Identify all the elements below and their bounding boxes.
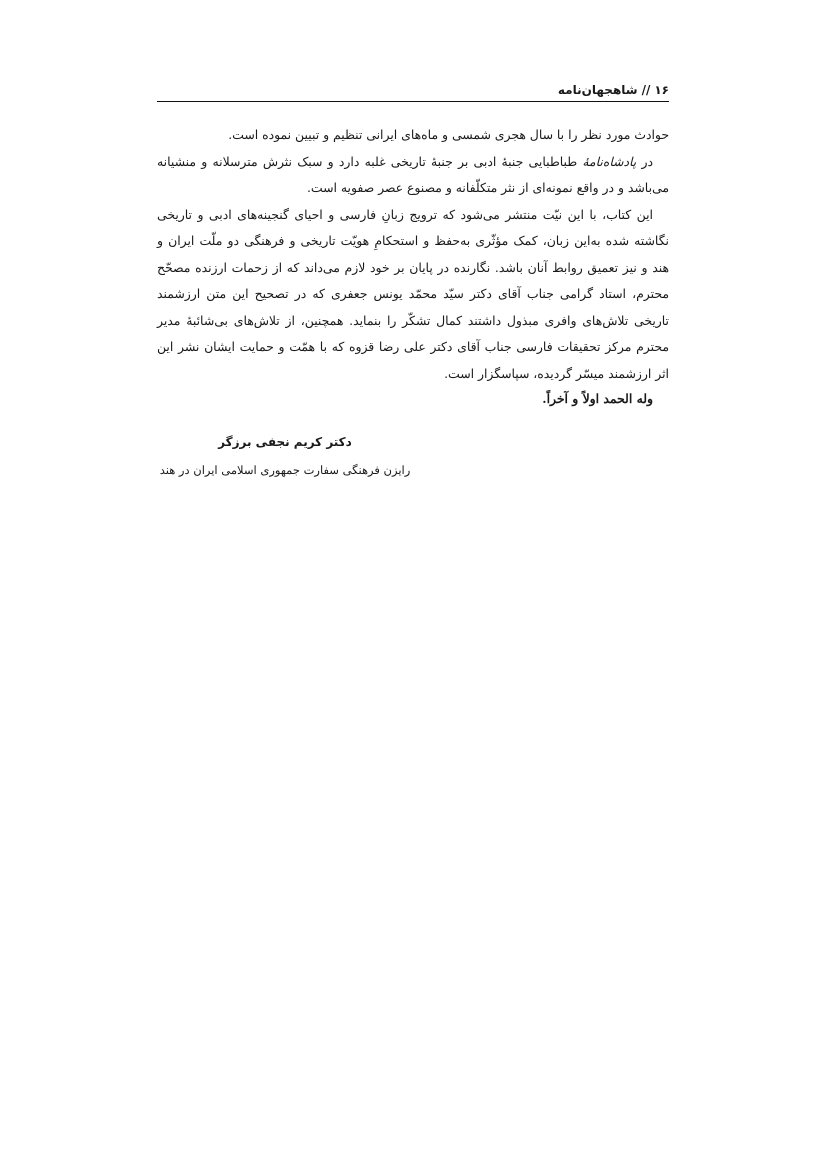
- running-header: [157, 80, 669, 100]
- book-title-italic: پادشاه‌نامهٔ: [582, 153, 637, 169]
- header-rule: [157, 101, 669, 102]
- signature-name: دکتر کریم نجفی برزگر: [218, 435, 352, 449]
- signature-block: [157, 432, 413, 480]
- paragraph-2-rest: طباطبایی جنبهٔ ادبی بر جنبهٔ تاریخی غلبه دارد و سبک نثرش مترسلانه و منشیانه می‌باشد و در واقع نمونه‌ای از نثر متکلّفانه و مصنوع عصر صفویه است.: [157, 153, 669, 195]
- paragraph-3: این کتاب، با این نیّت منتشر می‌شود که ترویج زبانِ فارسی و احیای گنجینه‌های ادبی و تاریخی نگاشته شده به‌این زبان، کمک مؤثّری به‌حفظ و استحکامِ هویّت تاریخی و فرهنگی دو ملّت ایران و هند و نیز تعمیق روابط آنان باشد. نگارنده در پایان بر خود لازم می‌داند که از زحمات ارزنده مصحّح محترم، استاد گرامی جناب آقای دکتر سیّد محمّد یونس جعفری که در تصحیح این متن ارزشمند تاریخی تلاش‌های وافری مبذول داشتند کمال تشکّر را بنماید. همچنین، از تلاش‌های بی‌شائبهٔ مدیر محترم مرکز تحقیقات فارسی جناب آقای دکتر علی رضا قزوه که با همّت و حمایت ایشان نشر این اثر ارزشمند میسّر گردیده، سپاسگزار است.: [157, 206, 669, 381]
- paragraph-2-start: در: [636, 153, 653, 169]
- header-separator: //: [641, 83, 651, 97]
- closing-line: وله الحمد اولاً و آخراً.: [542, 391, 653, 406]
- paragraph-1: حوادث مورد نظر را با سال هجری شمسی و ماه‌های ایرانی تنظیم و تبیین نموده است.: [228, 127, 669, 142]
- paragraph-2: [157, 149, 669, 202]
- book-name: شاهجهان‌نامه: [557, 83, 638, 97]
- body-text: [157, 122, 669, 411]
- signature-title: رایزن فرهنگی سفارت جمهوری اسلامی ایران در هند: [159, 463, 411, 477]
- page-number: ۱۶: [654, 83, 669, 97]
